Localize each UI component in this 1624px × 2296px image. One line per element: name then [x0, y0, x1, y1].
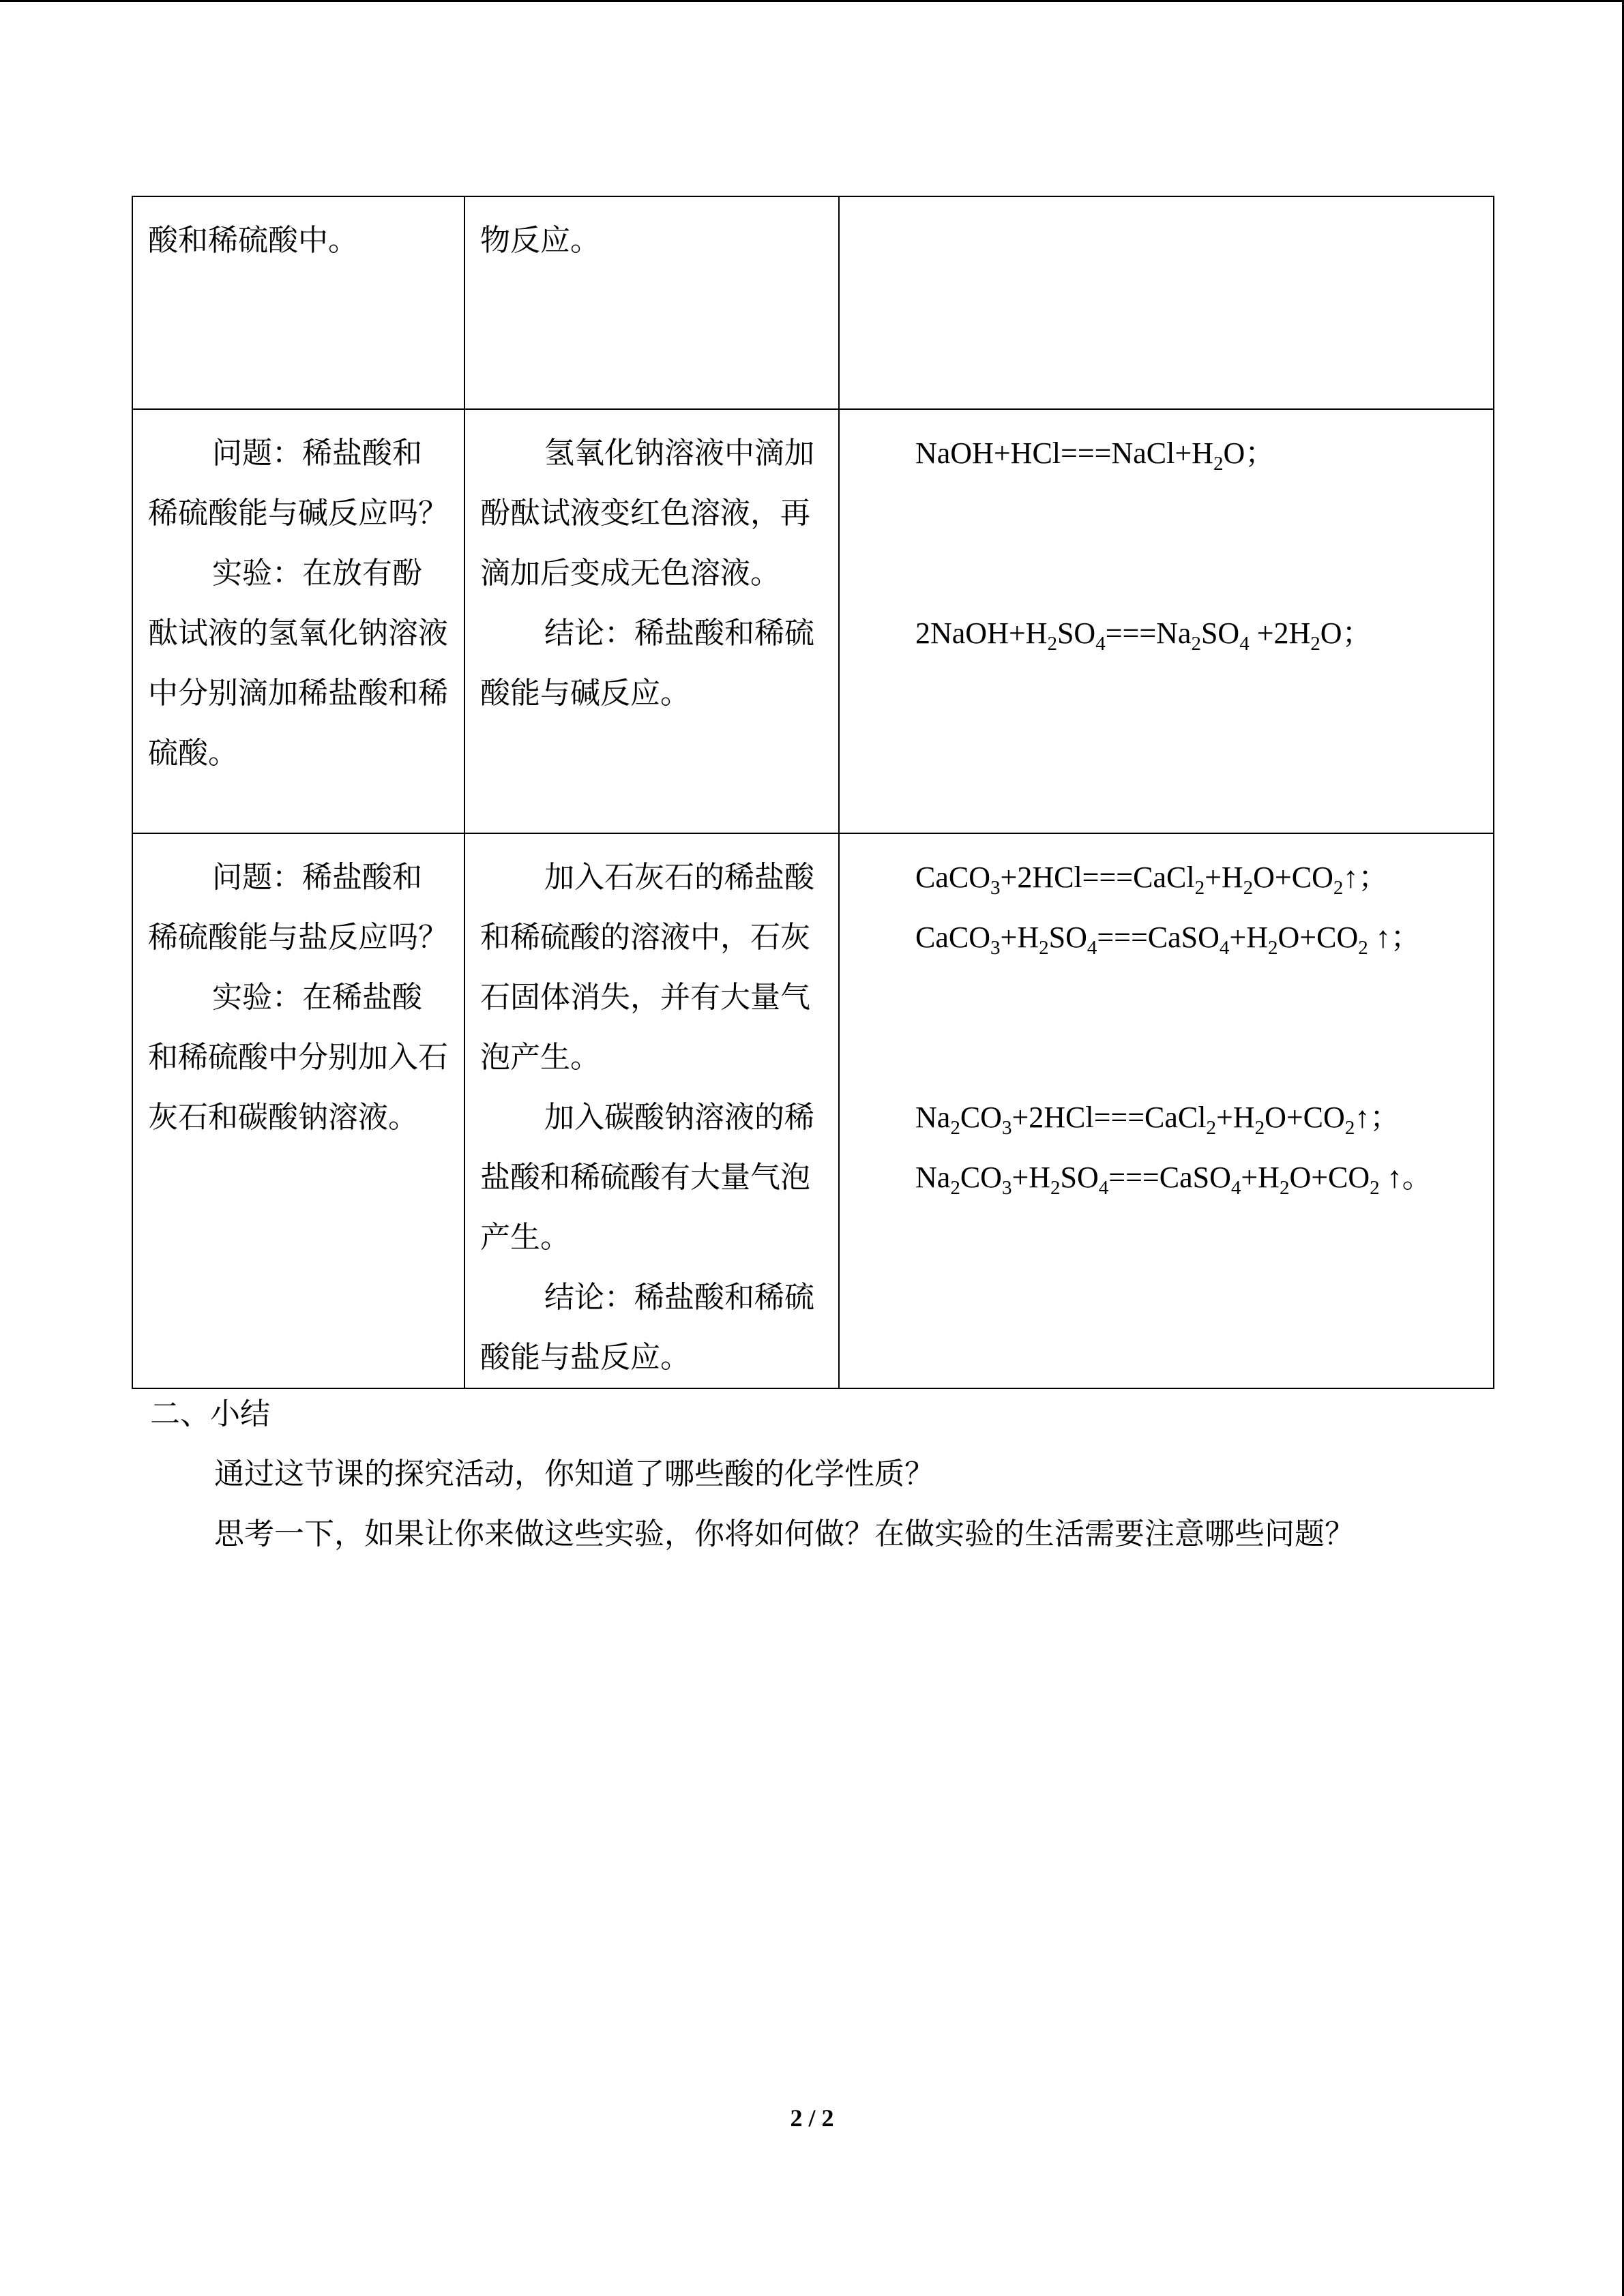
table-row	[132, 409, 1494, 833]
conclusion-text: 结论：稀盐酸和稀硫酸能与盐反应。	[480, 1280, 814, 1375]
question-text: 问题：稀盐酸和稀硫酸能与碱反应吗？	[148, 436, 448, 531]
experiment-text: 实验：在放有酚酞试液的氢氧化钠溶液中分别滴加稀盐酸和稀硫酸。	[148, 556, 448, 771]
table-cell	[132, 409, 464, 833]
summary-heading: 二、小结	[150, 1397, 270, 1431]
page-top-border	[0, 0, 1624, 2]
table-row	[132, 833, 1494, 1388]
page-number: 2 / 2	[790, 2104, 834, 2132]
chemical-equation: $NaOH+HCl===NaCl+H_2O$；	[915, 436, 1275, 475]
table-cell	[839, 833, 1494, 1388]
conclusion-text: 结论：稀盐酸和稀硫酸能与碱反应。	[480, 616, 814, 711]
chemical-equation: $CaCO_3+H_2SO_4===CaSO_4+H_2O+CO_2$ ↑；	[915, 921, 1421, 959]
table-cell	[132, 196, 464, 409]
question-text: 问题：稀盐酸和稀硫酸能与盐反应吗？	[148, 860, 448, 955]
chemical-equation: $CaCO_3+2HCl===CaCl_2+H_2O+CO_2↑$；	[915, 861, 1389, 899]
summary-line: 思考一下，如果让你来做这些实验，你将如何做？在做实验的生活需要注意哪些问题？	[214, 1517, 1355, 1551]
summary-line: 通过这节课的探究活动，你知道了哪些酸的化学性质？	[214, 1457, 934, 1491]
cell-text: 酸和稀硫酸中。	[148, 223, 358, 258]
table-cell	[464, 409, 839, 833]
table-cell	[132, 833, 464, 1388]
cell-text: 物反应。	[480, 223, 600, 258]
table-cell	[464, 833, 839, 1388]
table-cell	[464, 196, 839, 409]
experiment-text: 实验：在稀盐酸和稀硫酸中分别加入石灰石和碳酸钠溶液。	[148, 980, 448, 1135]
chemical-equation: $Na_2CO_3+2HCl===CaCl_2+H_2O+CO_2↑$；	[915, 1101, 1400, 1139]
chemical-equation: $2NaOH+H_2SO_4===Na_2SO_4 +2H_2O$；	[915, 616, 1372, 655]
chemical-equation: $Na_2CO_3+H_2SO_4===CaSO_4+H_2O+CO_2$ ↑。	[915, 1161, 1432, 1199]
observation-text: 加入石灰石的稀盐酸和稀硫酸的溶液中，石灰石固体消失，并有大量气泡产生。	[480, 860, 814, 1075]
summary-section	[150, 1384, 1355, 1564]
observation-text: 加入碳酸钠溶液的稀盐酸和稀硫酸有大量气泡产生。	[480, 1100, 814, 1255]
table-cell	[839, 196, 1494, 409]
observation-text: 氢氧化钠溶液中滴加酚酞试液变红色溶液，再滴加后变成无色溶液。	[480, 436, 814, 591]
table-cell	[839, 409, 1494, 833]
table-row	[132, 196, 1494, 409]
experiment-table	[132, 196, 1494, 1389]
